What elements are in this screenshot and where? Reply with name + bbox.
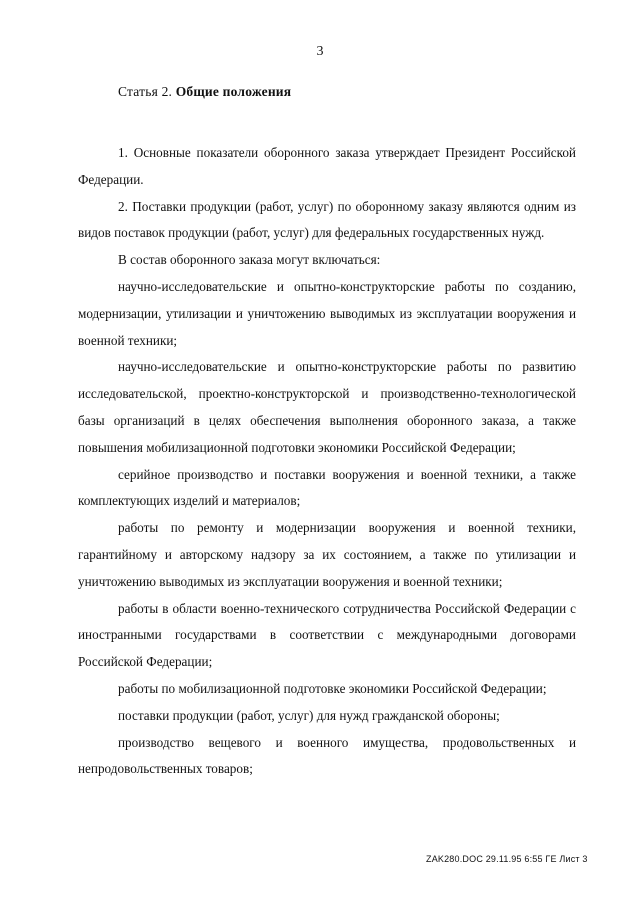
paragraph-2: 2. Поставки продукции (работ, услуг) по оборонному заказу являются одним из видов поставок продукции (работ, услуг) для федеральных государственных нужд.: [78, 198, 576, 241]
paragraph-7: работы по ремонту и модернизации вооружения и военной техники, гарантийному и авторскому надзору за их состоянием, а также по утилизации и уничтожению выводимых из эксплуатации вооружения и военной техники;: [78, 520, 576, 589]
article-heading: [118, 84, 291, 100]
paragraph-5: научно-исследовательские и опытно-конструкторские работы по развитию исследовательской, проектно-конструкторской и производственно-технологической базы организаций в целях обеспечения выполнения оборонного заказа, а также повышения мобилизационной подготовки экономики Российской Федерации;: [78, 359, 576, 455]
article-body: [78, 140, 576, 783]
paragraph-11: производство вещевого и военного имущества, продовольственных и непродовольственных товаров;: [78, 734, 576, 777]
article-label: Статья 2.: [118, 84, 173, 99]
paragraph-9: работы по мобилизационной подготовке экономики Российской Федерации;: [118, 680, 547, 696]
article-title: Общие положения: [175, 84, 292, 99]
paragraph-3: В состав оборонного заказа могут включаться:: [118, 252, 381, 268]
paragraph-6: серийное производство и поставки вооружения и военной техники, а также комплектующих изделий и материалов;: [78, 466, 576, 509]
paragraph-8: работы в области военно-технического сотрудничества Российской Федерации с иностранными государствами в соответствии с международными договорами Российской Федерации;: [78, 600, 576, 670]
document-footer: ZAK280.DOC 29.11.95 6:55 ГЕ Лист 3: [426, 854, 588, 864]
paragraph-10: поставки продукции (работ, услуг) для нужд гражданской обороны;: [118, 707, 500, 723]
page-number: 3: [316, 44, 324, 59]
paragraph-4: научно-исследовательские и опытно-конструкторские работы по созданию, модернизации, утилизации и уничтожению выводимых из эксплуатации вооружения и военной техники;: [78, 278, 576, 348]
paragraph-1: 1. Основные показатели оборонного заказа утверждает Президент Российской Федерации.: [78, 145, 576, 187]
